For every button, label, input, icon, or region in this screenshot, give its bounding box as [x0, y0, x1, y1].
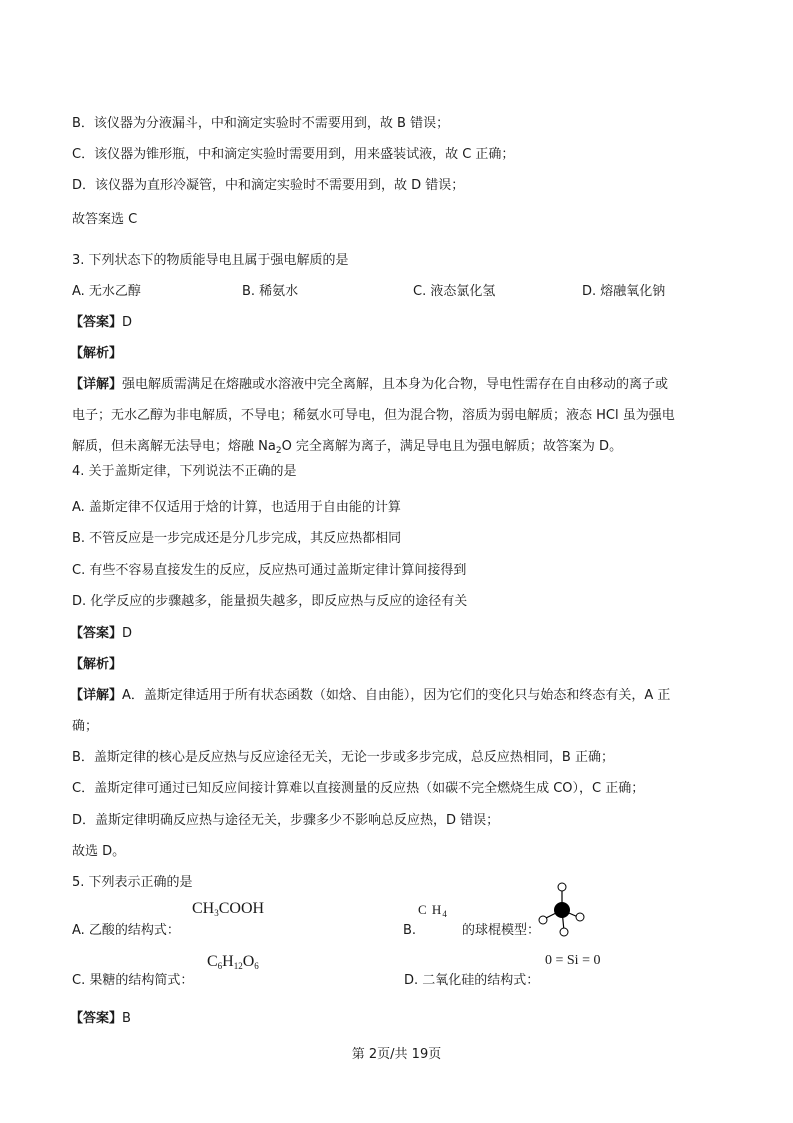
- subscript: 6: [254, 961, 259, 971]
- formula-text: O: [242, 953, 255, 970]
- subscript: 2: [275, 446, 282, 456]
- methane-ball-stick-model: [534, 879, 590, 939]
- page-number: 第 2页/共 19页: [351, 1047, 442, 1062]
- hydrogen-atom: [539, 916, 547, 924]
- q4-option-c: C. 有些不容易直接发生的反应，反应热可通过盖斯定律计算间接得到: [72, 563, 467, 578]
- detail-text: 强电解质需满足在熔融或水溶液中完全离解，且本身为化合物，导电性需存在自由移动的离子或: [122, 377, 669, 392]
- q4-detail-line-2: 确；: [72, 719, 99, 734]
- q5-option-d: D. 二氧化硅的结构式：: [404, 973, 540, 988]
- q5-option-a: A. 乙酸的结构式：: [72, 923, 180, 938]
- answer-label: 【答案】: [70, 1011, 123, 1026]
- subscript: 6: [217, 961, 223, 971]
- detail-text: O 完全离解为离子，满足导电且为强电解质；故答案为 D。: [281, 439, 623, 454]
- q3-option-b: B. 稀氨水: [242, 284, 299, 299]
- q3-option-a: A. 无水乙醇: [72, 284, 141, 299]
- answer-value: D: [122, 315, 133, 330]
- answer-value: D: [122, 626, 133, 641]
- acetic-acid-formula: $CH_3COOH$: [192, 900, 265, 918]
- q3-detail-line-3: [72, 438, 622, 456]
- detail-label: 【详解】: [70, 688, 123, 703]
- subscript: 4: [442, 909, 448, 919]
- q4-conclusion: 故选 D。: [72, 844, 126, 859]
- subscript: 12: [233, 961, 243, 971]
- q3-detail-line-2: 电子；无水乙醇为非电解质，不导电；稀氨水可导电，但为混合物，溶质为弱电解质；液态 HCl 虽为强电: [72, 408, 675, 423]
- answer-value: B: [122, 1011, 131, 1026]
- detail-text: A．盖斯定律适用于所有状态函数（如焓、自由能），因为它们的变化只与始态和终态有关，A 正: [122, 688, 671, 703]
- q3-answer: [70, 314, 132, 332]
- q4-detail-line-1: [70, 687, 670, 705]
- q4-answer: [70, 625, 132, 643]
- q4-analysis-label: 【解析】: [70, 657, 123, 672]
- q4-detail-b: B．盖斯定律的核心是反应热与反应途径无关，无论一步或多步完成，总反应热相同，B 正确；: [72, 750, 614, 765]
- q4-detail-d: D．盖斯定律明确反应热与途径无关，步骤多少不影响总反应热，D 错误；: [72, 813, 500, 828]
- formula-text: C: [207, 953, 218, 970]
- q5-option-c: C. 果糖的结构简式：: [72, 973, 194, 988]
- q3-stem: 3. 下列状态下的物质能导电且属于强电解质的是: [72, 253, 349, 268]
- q2-option-d-explanation: D．该仪器为直形冷凝管，中和滴定实验时不需要用到，故 D 错误；: [72, 178, 465, 193]
- silicon-dioxide-formula: 0 = Si = 0: [545, 953, 601, 968]
- q5-option-b: 的球棍模型：: [462, 923, 541, 938]
- q5-option-b-letter: B.: [403, 923, 417, 938]
- q5-answer: [70, 1010, 131, 1028]
- q4-option-a: A. 盖斯定律不仅适用于焓的计算，也适用于自由能的计算: [72, 500, 401, 515]
- q3-option-d: D. 熔融氧化钠: [582, 284, 666, 299]
- hydrogen-atom: [560, 928, 568, 936]
- q4-option-d: D. 化学反应的步骤越多，能量损失越多，即反应热与反应的途径有关: [72, 594, 468, 609]
- hydrogen-atom: [576, 913, 584, 921]
- q4-option-b: B. 不管反应是一步完成还是分几步完成，其反应热都相同: [72, 531, 402, 546]
- q2-option-b-explanation: B．该仪器为分液漏斗，中和滴定实验时不需要用到，故 B 错误；: [72, 116, 450, 131]
- answer-label: 【答案】: [70, 315, 123, 330]
- q3-analysis-label: 【解析】: [70, 346, 123, 361]
- detail-text: 解质，但未离解无法导电；熔融 Na: [72, 439, 276, 454]
- q4-stem: 4. 关于盖斯定律，下列说法不正确的是: [72, 464, 297, 479]
- methane-formula: [418, 902, 448, 918]
- q3-detail-line-1: [70, 376, 668, 394]
- fructose-formula: [207, 953, 259, 971]
- detail-label: 【详解】: [70, 377, 123, 392]
- answer-label: 【答案】: [70, 626, 123, 641]
- formula-text: H: [222, 953, 234, 970]
- formula-text: C H: [418, 902, 443, 917]
- q2-conclusion: 故答案选 C: [72, 212, 138, 227]
- hydrogen-atom: [558, 883, 566, 891]
- q5-stem: 5. 下列表示正确的是: [72, 875, 193, 890]
- q3-option-c: C. 液态氯化氢: [413, 284, 496, 299]
- carbon-atom: [554, 902, 570, 918]
- q4-detail-c: C．盖斯定律可通过已知反应间接计算难以直接测量的反应热（如碳不完全燃烧生成 CO），C 正确；: [72, 781, 645, 796]
- q2-option-c-explanation: C．该仪器为锥形瓶，中和滴定实验时需要用到，用来盛装试液，故 C 正确；: [72, 147, 515, 162]
